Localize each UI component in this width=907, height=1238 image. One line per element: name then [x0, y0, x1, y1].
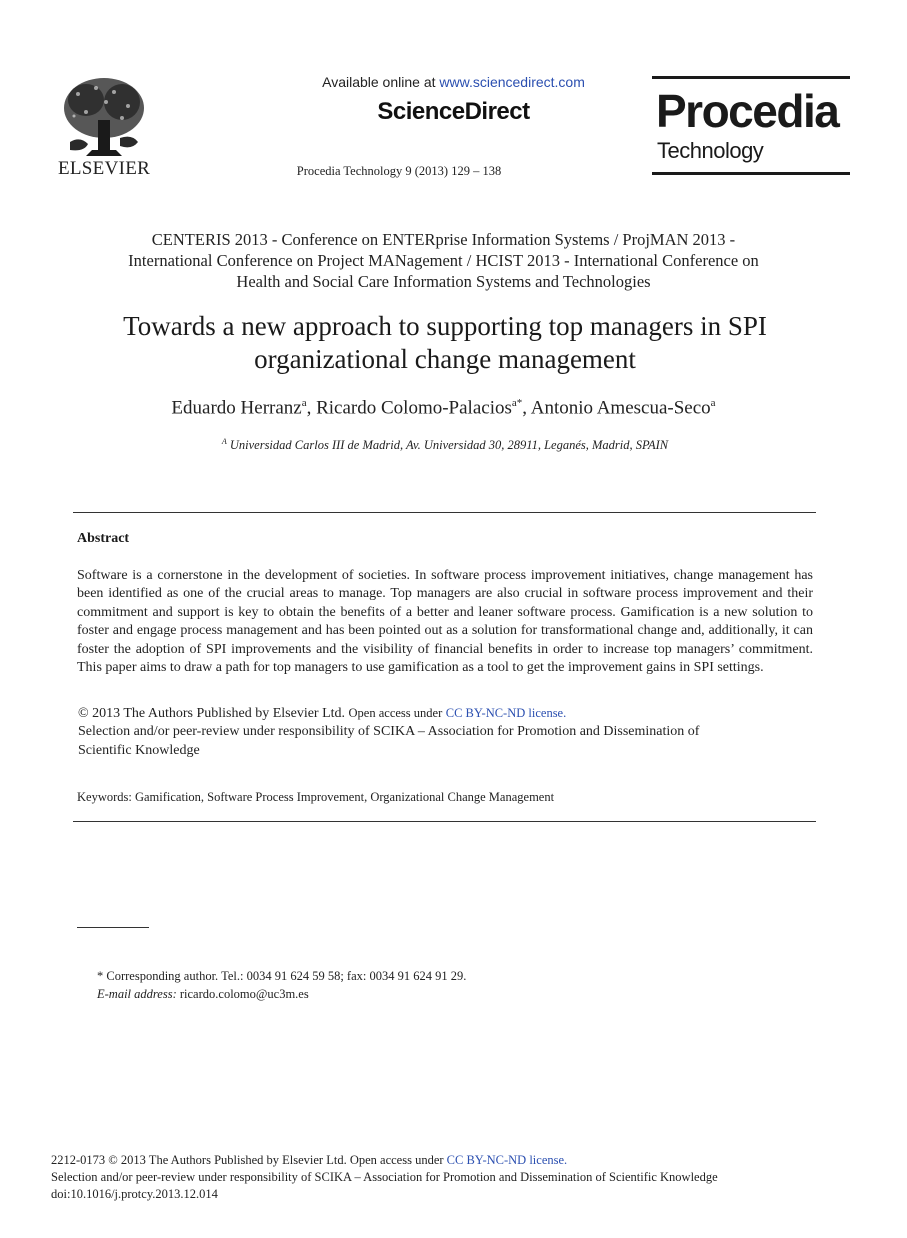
- platform-name: ScienceDirect: [377, 98, 530, 125]
- abstract-text: Software is a cornerstone in the development of societies. In software process improvement initiatives, change management has been identified as one of the crucial areas to manage. Top managers are also crucial in software process improvement and their commitment and support is key to obtain the benefits of a better and leaner software process. Gamification is a new solution to foster and engage process management and has been pointed out as a solution for transformational change and, additionally, it can foster the adoption of SPI improvements and the visibility of financial benefits in order to increase top managers’ commitment. This paper aims to draw a path for top managers to use gamification as a tool to get the improvement gains in SPI settings.: [77, 568, 813, 676]
- sciencedirect-link[interactable]: www.sciencedirect.com: [439, 74, 585, 90]
- copyright-text: © 2013 The Authors Published by Elsevier Ltd.: [78, 706, 346, 721]
- procedia-logo: [652, 76, 850, 176]
- title-line: organizational change management: [254, 344, 636, 374]
- author-affiliation-mark: a: [301, 397, 307, 409]
- publisher-name: ELSEVIER: [58, 158, 151, 179]
- footer-copyright-line: [51, 1153, 567, 1168]
- footer-open-access: Open access under: [349, 1153, 444, 1167]
- abstract-heading: Abstract: [77, 531, 130, 546]
- paper-title: [80, 310, 810, 376]
- journal-citation: Procedia Technology 9 (2013) 129 – 138: [296, 164, 502, 178]
- author-affiliation-mark: a*: [511, 397, 523, 409]
- peer-review-line: Selection and/or peer-review under responsibility of SCIKA – Association for Promotion and Dissemination of: [78, 724, 700, 739]
- copyright-line: [78, 706, 566, 722]
- conference-name: [80, 229, 807, 292]
- license-link[interactable]: CC BY-NC-ND license.: [445, 706, 567, 720]
- footnote-rule: [77, 927, 149, 928]
- logo-bottom-bar: [652, 172, 850, 175]
- corresponding-author-note: * Corresponding author. Tel.: 0034 91 624 59 58; fax: 0034 91 624 91 29.: [97, 969, 467, 983]
- author-affiliation-mark: a: [710, 397, 716, 409]
- affiliation: [0, 437, 890, 453]
- logo-top-bar: [652, 76, 850, 79]
- footer-peer-review: Selection and/or peer-review under responsibility of SCIKA – Association for Promotion and Dissemination of Scientific Knowledge: [51, 1170, 718, 1184]
- open-access-label: Open access under: [348, 706, 443, 720]
- title-line: Towards a new approach to supporting top managers in SPI: [123, 311, 767, 341]
- affiliation-mark: A: [221, 437, 227, 446]
- author-name: Ricardo Colomo-Palacios: [316, 397, 512, 419]
- footer-copyright: 2212-0173 © 2013 The Authors Published by Elsevier Ltd.: [51, 1153, 347, 1167]
- affiliation-text: Universidad Carlos III de Madrid, Av. Universidad 30, 28911, Leganés, Madrid, SPAIN: [229, 438, 669, 453]
- procedia-wordmark: Procedia: [656, 85, 839, 137]
- author-name: Antonio Amescua-Seco: [530, 397, 711, 419]
- divider-bottom: [73, 821, 816, 822]
- divider-top: [73, 512, 816, 513]
- email-address[interactable]: ricardo.colomo@uc3m.es: [179, 987, 309, 1001]
- footer-license-link[interactable]: CC BY-NC-ND license.: [446, 1153, 568, 1167]
- email-label: E-mail address:: [97, 987, 177, 1001]
- procedia-subtitle: Technology: [657, 138, 764, 163]
- conference-line: International Conference on Project MANagement / HCIST 2013 - International Conference on: [128, 251, 759, 270]
- email-note: [97, 987, 309, 1002]
- keywords: Keywords: Gamification, Software Process Improvement, Organizational Change Management: [77, 790, 555, 804]
- available-online-label: Available online at: [322, 74, 440, 90]
- footer-doi[interactable]: doi:10.1016/j.protcy.2013.12.014: [51, 1187, 218, 1201]
- conference-line: CENTERIS 2013 - Conference on ENTERprise Information Systems / ProjMAN 2013 -: [151, 230, 736, 249]
- author-list: Eduardo Herranz$^a$, Ricardo Colomo-Palacios$^{a*}$, Antonio Amescua-Seco$^a$: [171, 397, 716, 419]
- author-name: Eduardo Herranz: [171, 397, 302, 419]
- peer-review-line: Scientific Knowledge: [78, 743, 200, 758]
- conference-line: Health and Social Care Information Systems and Technologies: [236, 272, 651, 291]
